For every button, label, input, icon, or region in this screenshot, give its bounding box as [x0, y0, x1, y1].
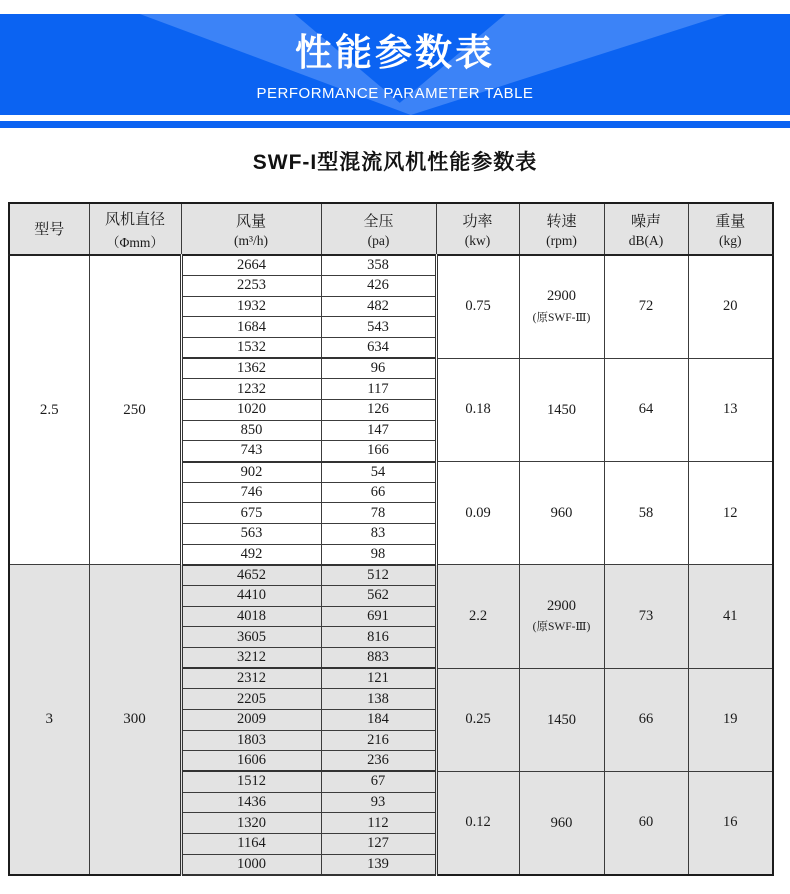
- flow-cell: 1164: [181, 833, 321, 854]
- pressure-cell: 482: [321, 296, 436, 317]
- speed-value: 960: [550, 504, 573, 521]
- flow-cell: 1532: [181, 338, 321, 359]
- weight-cell: 12: [688, 462, 773, 565]
- flow-cell: 1932: [181, 296, 321, 317]
- weight-cell: 20: [688, 255, 773, 358]
- pressure-cell: 138: [321, 689, 436, 710]
- diameter-cell: 250: [89, 255, 181, 565]
- noise-cell: 73: [604, 565, 688, 668]
- power-cell: 0.09: [436, 462, 519, 565]
- pressure-cell: 543: [321, 317, 436, 338]
- pressure-cell: 816: [321, 627, 436, 648]
- power-cell: 0.25: [436, 668, 519, 771]
- flow-cell: 743: [181, 441, 321, 462]
- speed-value: 2900: [547, 597, 576, 614]
- pressure-cell: 426: [321, 276, 436, 297]
- header-speed: [519, 203, 604, 255]
- header-weight-label: 重量: [715, 213, 746, 230]
- pressure-cell: 127: [321, 833, 436, 854]
- noise-cell: 60: [604, 771, 688, 874]
- flow-cell: 2664: [181, 255, 321, 276]
- speed-note: (原SWF-Ⅲ): [532, 311, 591, 324]
- pressure-cell: 184: [321, 709, 436, 730]
- pressure-cell: 96: [321, 358, 436, 379]
- pressure-cell: 139: [321, 854, 436, 875]
- flow-cell: 1232: [181, 379, 321, 400]
- pressure-cell: 126: [321, 400, 436, 421]
- header-noise: [604, 203, 688, 255]
- pressure-cell: 66: [321, 482, 436, 503]
- weight-cell: 19: [688, 668, 773, 771]
- flow-cell: 1436: [181, 792, 321, 813]
- power-cell: 2.2: [436, 565, 519, 668]
- header-weight-unit: (kg): [719, 232, 742, 248]
- pressure-cell: 216: [321, 730, 436, 751]
- pressure-cell: 147: [321, 420, 436, 441]
- model-cell: 3: [9, 565, 89, 875]
- pressure-cell: 117: [321, 379, 436, 400]
- speed-value: 1450: [547, 711, 576, 728]
- pressure-cell: 83: [321, 524, 436, 545]
- flow-cell: 2312: [181, 668, 321, 689]
- flow-cell: 4018: [181, 606, 321, 627]
- header-pressure-label: 全压: [363, 213, 394, 230]
- banner-subtitle: PERFORMANCE PARAMETER TABLE: [256, 85, 534, 102]
- divider-stripe: [0, 121, 790, 128]
- header-flow-unit: (m³/h): [233, 232, 269, 248]
- power-cell: 0.18: [436, 358, 519, 461]
- noise-cell: 64: [604, 358, 688, 461]
- pressure-cell: 98: [321, 544, 436, 565]
- flow-cell: 492: [181, 544, 321, 565]
- pressure-cell: 93: [321, 792, 436, 813]
- header-model-label: 型号: [34, 221, 65, 238]
- flow-cell: 1020: [181, 400, 321, 421]
- flow-cell: 1684: [181, 317, 321, 338]
- speed-value: 960: [550, 814, 573, 831]
- speed-value: 1450: [547, 401, 576, 418]
- banner-title: 性能参数表: [295, 32, 495, 73]
- header-pressure-unit: (pa): [367, 232, 390, 248]
- header-noise-unit: dB(A): [628, 232, 664, 248]
- table-body: [9, 255, 773, 875]
- header-model: [9, 203, 89, 255]
- speed-cell: [519, 255, 604, 358]
- model-cell: 2.5: [9, 255, 89, 565]
- header-flow-label: 风量: [235, 213, 266, 230]
- noise-cell: 72: [604, 255, 688, 358]
- parameter-table: [8, 202, 774, 876]
- speed-cell: [519, 358, 604, 461]
- header-speed-label: 转速: [546, 213, 577, 230]
- pressure-cell: 67: [321, 771, 436, 792]
- noise-cell: 58: [604, 462, 688, 565]
- header-pressure: [321, 203, 436, 255]
- flow-cell: 2009: [181, 709, 321, 730]
- flow-cell: 1362: [181, 358, 321, 379]
- power-cell: 0.12: [436, 771, 519, 874]
- flow-cell: 1000: [181, 854, 321, 875]
- table-row: [9, 255, 773, 276]
- table-header: [9, 203, 773, 255]
- header-weight: [688, 203, 773, 255]
- header-row: [9, 203, 773, 255]
- pressure-cell: 691: [321, 606, 436, 627]
- banner-text-block: [0, 14, 790, 101]
- pressure-cell: 54: [321, 462, 436, 483]
- noise-cell: 66: [604, 668, 688, 771]
- flow-cell: 2253: [181, 276, 321, 297]
- speed-cell: [519, 668, 604, 771]
- header-noise-label: 噪声: [630, 213, 661, 230]
- header-power-label: 功率: [462, 213, 493, 230]
- header-diameter-unit: （Φmm）: [106, 234, 164, 250]
- pressure-cell: 512: [321, 565, 436, 586]
- flow-cell: 563: [181, 524, 321, 545]
- pressure-cell: 121: [321, 668, 436, 689]
- speed-note: (原SWF-Ⅲ): [532, 621, 591, 634]
- weight-cell: 41: [688, 565, 773, 668]
- flow-cell: 3605: [181, 627, 321, 648]
- table-row: [9, 565, 773, 586]
- header-diameter-label: 风机直径: [104, 211, 165, 228]
- pressure-cell: 112: [321, 813, 436, 834]
- flow-cell: 746: [181, 482, 321, 503]
- pressure-cell: 634: [321, 338, 436, 359]
- pressure-cell: 166: [321, 441, 436, 462]
- pressure-cell: 358: [321, 255, 436, 276]
- speed-cell: [519, 462, 604, 565]
- flow-cell: 1803: [181, 730, 321, 751]
- flow-cell: 1512: [181, 771, 321, 792]
- flow-cell: 4652: [181, 565, 321, 586]
- pressure-cell: 78: [321, 503, 436, 524]
- speed-cell: [519, 565, 604, 668]
- flow-cell: 3212: [181, 647, 321, 668]
- pressure-cell: 562: [321, 586, 436, 607]
- weight-cell: 13: [688, 358, 773, 461]
- speed-value: 2900: [547, 288, 576, 305]
- page-title: SWF-I型混流风机性能参数表: [252, 151, 538, 174]
- weight-cell: 16: [688, 771, 773, 874]
- flow-cell: 675: [181, 503, 321, 524]
- header-power: [436, 203, 519, 255]
- flow-cell: 850: [181, 420, 321, 441]
- pressure-cell: 236: [321, 751, 436, 772]
- power-cell: 0.75: [436, 255, 519, 358]
- header-banner: [0, 14, 790, 115]
- flow-cell: 902: [181, 462, 321, 483]
- flow-cell: 2205: [181, 689, 321, 710]
- flow-cell: 1606: [181, 751, 321, 772]
- diameter-cell: 300: [89, 565, 181, 875]
- speed-cell: [519, 771, 604, 874]
- header-power-unit: (kw): [464, 232, 491, 248]
- header-flow: [181, 203, 321, 255]
- header-speed-unit: (rpm): [546, 232, 577, 248]
- flow-cell: 1320: [181, 813, 321, 834]
- pressure-cell: 883: [321, 647, 436, 668]
- header-diameter: [89, 203, 181, 255]
- flow-cell: 4410: [181, 586, 321, 607]
